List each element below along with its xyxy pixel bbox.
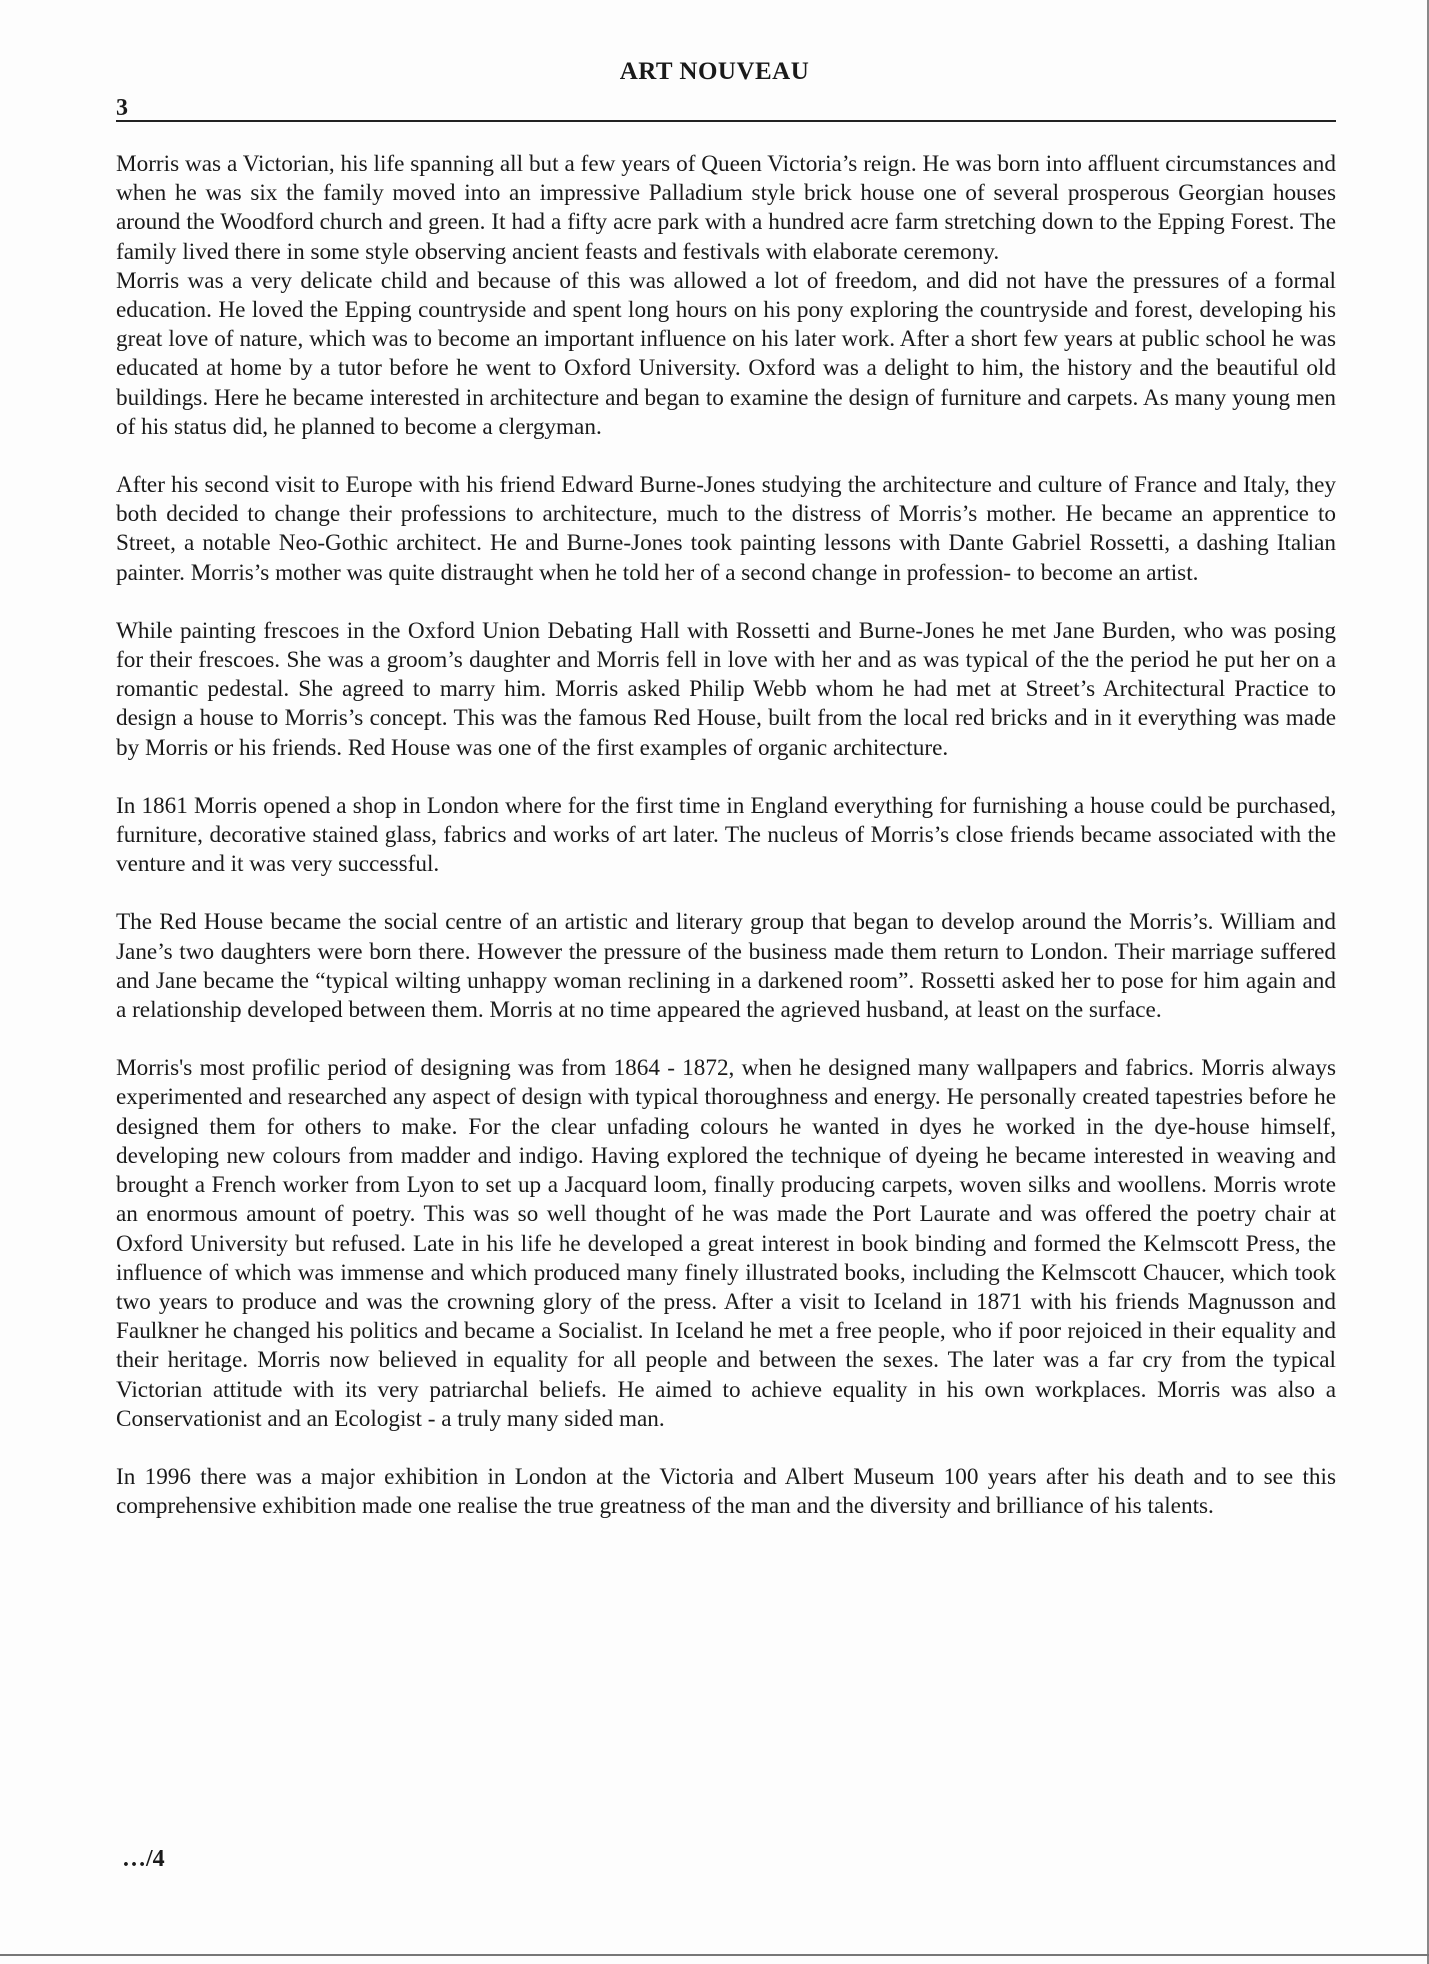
paragraph-7: Morris's most profilic period of designing was from 1864 - 1872, when he designed many wallpapers and fabrics. Morris always experimented and researched any aspect of design with typical thoroughness and energy. He personally created tapestries before he designed them for others to make. For the clear unfading colours he wanted in dyes he worked in the dye-house himself, developing new colours from madder and indigo. Having explored the technique of dyeing he became interested in weaving and brought a French worker from Lyon to set up a Jacquard loom, finally producing carpets, woven silks and woollens. Morris wrote an enormous amount of poetry. This was so well thought of he was made the Port Laurate and was offered the poetry chair at Oxford University but refused. Late in his life he developed a great interest in book binding and formed the Kelmscott Press, the influence of which was immense and which produced many finely illustrated books, including the Kelmscott Chaucer, which took two years to produce and was the crowning glory of the press. After a visit to Iceland in 1871 with his friends Magnusson and Faulkner he changed his politics and became a Socialist. In Iceland he met a free people, who if poor rejoiced in their equality and their heritage. Morris now believed in equality for all people and between the sexes. The later was a far cry from the typical Victorian attitude with its very patriarchal beliefs. He aimed to achieve equality in his own workplaces. Morris was also a Conservationist and an Ecologist - a truly many sided man. <box>116 1055 1336 1432</box>
page-title: ART NOUVEAU <box>619 58 810 85</box>
continuation-marker: …/4 <box>122 1846 165 1872</box>
paragraph-4: While painting frescoes in the Oxford Union Debating Hall with Rossetti and Burne-Jones he met Jane Burden, who was posing for their frescoes. She was a groom’s daughter and Morris fell in love with her and as was typical of the the period he put her on a romantic pedestal. She agreed to marry him. Morris asked Philip Webb whom he had met at Street’s Architectural Practice to design a house to Morris’s concept. This was the famous Red House, built from the local red bricks and in it everything was made by Morris or his friends. Red House was one of the first examples of organic architecture. <box>116 617 1336 761</box>
paragraph-8: In 1996 there was a major exhibition in London at the Victoria and Albert Museum 100 years after his death and to see this comprehensive exhibition made one realise the true greatness of the man and the diversity and brilliance of his talents. <box>116 1463 1336 1520</box>
header-rule <box>116 120 1336 122</box>
scan-edge-bottom <box>0 1954 1429 1956</box>
paragraph-1: Morris was a Victorian, his life spanning all but a few years of Queen Victoria’s reign. He was born into affluent circumstances and when he was six the family moved into an impressive Palladium style brick house one of several prosperous Georgian houses around the Woodford church and green. It had a fifty acre park with a hundred acre farm stretching down to the Epping Forest. The family lived there in some style observing ancient feasts and festivals with elaborate ceremony. <box>116 151 1336 265</box>
paragraph-5: In 1861 Morris opened a shop in London where for the first time in England everything for furnishing a house could be purchased, furniture, decorative stained glass, fabrics and works of art later. The nucleus of Morris’s close friends became associated with the venture and it was very successful. <box>116 792 1336 878</box>
paragraph-3: After his second visit to Europe with his friend Edward Burne-Jones studying the architecture and culture of France and Italy, they both decided to change their professions to architecture, much to the distress of Morris’s mother. He became an apprentice to Street, a notable Neo-Gothic architect. He and Burne-Jones took painting lessons with Dante Gabriel Rossetti, a dashing Italian painter. Morris’s mother was quite distraught when he told her of a second change in profession- to become an artist. <box>116 472 1336 586</box>
paragraph-2: Morris was a very delicate child and because of this was allowed a lot of freedom, and did not have the pressures of a formal education. He loved the Epping countryside and spent long hours on his pony exploring the countryside and forest, developing his great love of nature, which was to become an important influence on his later work. After a short few years at public school he was educated at home by a tutor before he went to Oxford University. Oxford was a delight to him, the history and the beautiful old buildings. Here he became interested in architecture and began to examine the design of furniture and carpets. As many young men of his status did, he planned to become a clergyman. <box>116 267 1336 440</box>
page-number: 3 <box>116 95 128 121</box>
paragraph-6: The Red House became the social centre of an artistic and literary group that began to develop around the Morris’s. William and Jane’s two daughters were born there. However the pressure of the business made them return to London. Their marriage suffered and Jane became the “typical wilting unhappy woman reclining in a darkened room”. Rossetti asked her to pose for him again and a relationship developed between them. Morris at no time appeared the agrieved husband, at least on the surface. <box>116 909 1336 1024</box>
body-text <box>116 150 1336 1521</box>
